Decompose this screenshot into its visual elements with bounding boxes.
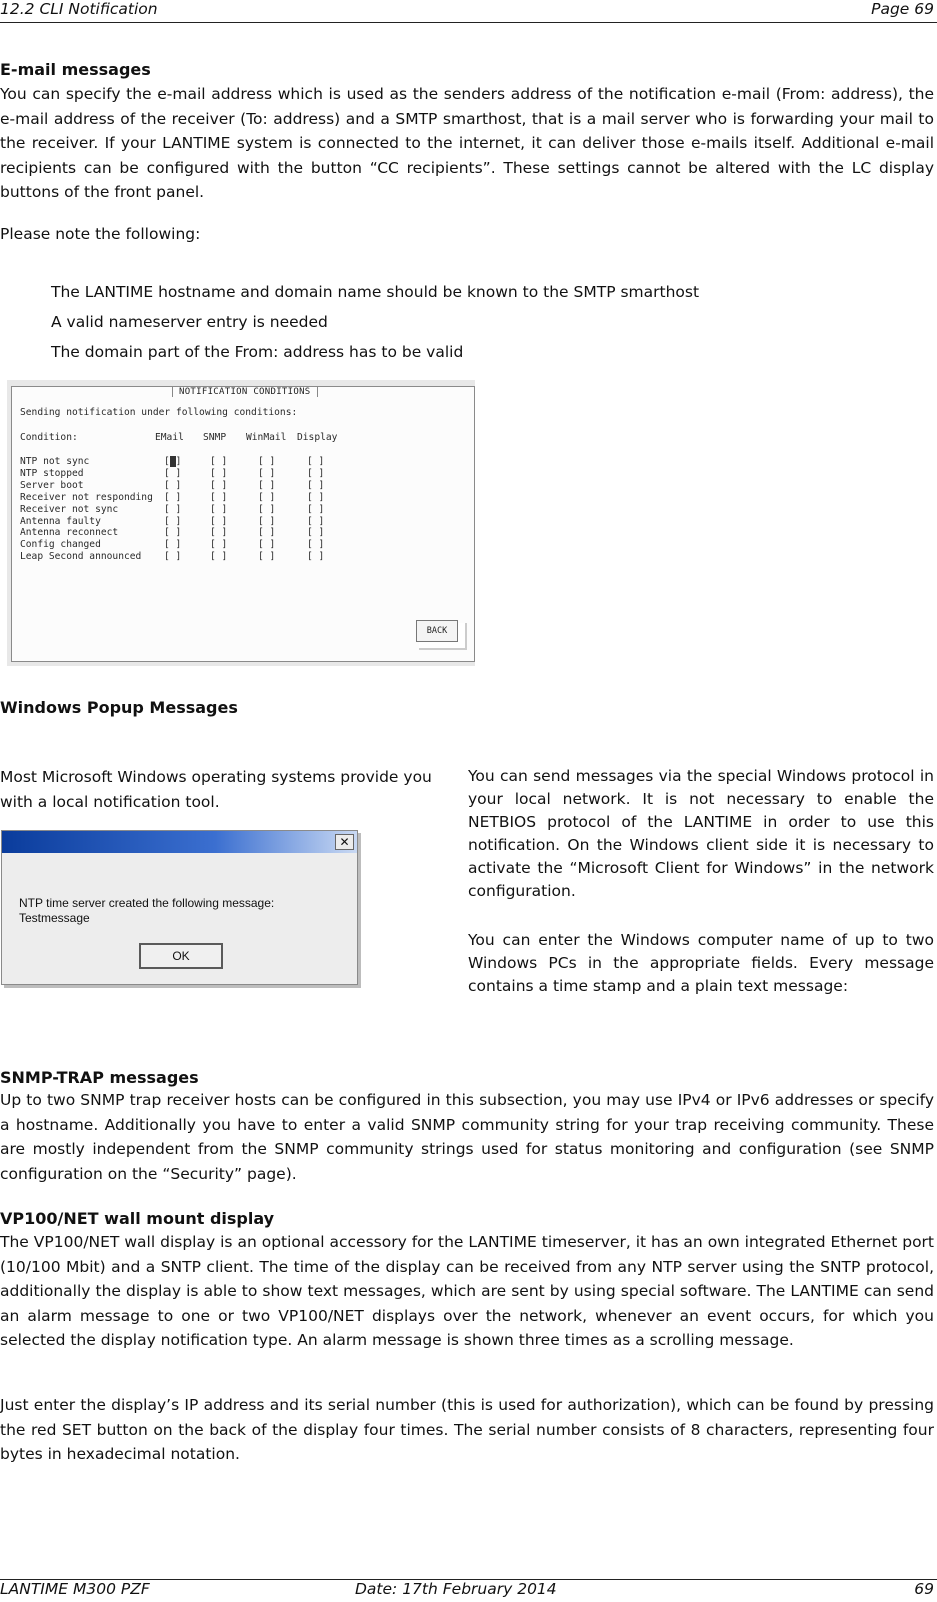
condition-checkbox[interactable]: [ ] (307, 479, 325, 491)
condition-checkbox[interactable]: [ ] (164, 551, 182, 563)
notification-conditions-screenshot (7, 380, 475, 666)
column-display: Display (297, 432, 338, 443)
windows-popup-dialog (1, 830, 358, 985)
condition-checkbox[interactable]: [ ] (307, 527, 325, 539)
ok-button[interactable]: OK (139, 943, 223, 969)
condition-checkbox[interactable]: [ ] (307, 539, 325, 551)
condition-checkbox[interactable]: [ ] (258, 539, 276, 551)
terminal-intro: Sending notification under following conditions: (20, 407, 298, 418)
condition-label: Receiver not responding (20, 491, 153, 503)
footer-product: LANTIME M300 PZF (0, 1580, 150, 1598)
condition-checkbox[interactable]: [ ] (210, 456, 228, 467)
email-paragraph: You can specify the e-mail address which is used as the senders address of the notification e-mail (From: address), the e-mail address of the receiver (To: address) and a SMTP smarthost, that is a mail server who is forwarding your mail to the receiver. If your LANTIME system is connected to the internet, it can deliver those e-mails itself. Additional e-mail recipients can be configured with the button “CC recipients”. These settings cannot be altered with the LC display buttons of the front panel. (0, 85, 934, 201)
condition-checkbox[interactable]: [ ] (164, 467, 182, 479)
condition-label: Antenna reconnect (20, 527, 119, 539)
condition-label: Config changed (20, 539, 101, 551)
condition-checkbox[interactable]: [ ] (258, 467, 276, 479)
footer-date: Date: 17th February 2014 (355, 1580, 557, 1598)
email-bullet: The domain part of the From: address has to be valid (51, 343, 464, 361)
condition-checkbox[interactable]: [ ] (164, 539, 182, 551)
winpopup-left-text: Most Microsoft Windows operating systems provide you with a local notification tool. (0, 768, 432, 811)
winpopup-heading: Windows Popup Messages (0, 698, 238, 717)
condition-checkbox[interactable]: [ ] (210, 491, 228, 503)
terminal-title: NOTIFICATION CONDITIONS (172, 387, 318, 397)
vp100-heading: VP100/NET wall mount display (0, 1209, 275, 1228)
terminal-frame (11, 386, 475, 662)
condition-label: Antenna faulty (20, 515, 101, 527)
condition-checkbox[interactable]: [ ] (210, 527, 228, 539)
email-bullet: A valid nameserver entry is needed (51, 313, 328, 331)
condition-checkbox[interactable]: [ ] (210, 503, 228, 515)
condition-label: Receiver not sync (20, 503, 119, 515)
condition-checkbox[interactable]: [ ] (210, 479, 228, 491)
condition-checkbox[interactable]: [ ] (258, 503, 276, 515)
header-page: Page 69 (871, 0, 934, 18)
condition-checkbox[interactable]: [ ] (258, 491, 276, 503)
condition-checkbox[interactable]: [ ] (210, 539, 228, 551)
close-icon[interactable]: ✕ (335, 834, 354, 850)
condition-checkbox[interactable]: [ ] (307, 456, 325, 467)
condition-label: NTP stopped (20, 467, 84, 479)
condition-checkbox[interactable]: [ ] (164, 527, 182, 539)
condition-checkbox[interactable]: [ ] (307, 551, 325, 563)
column-snmp: SNMP (203, 432, 227, 443)
winpopup-right-text-2: You can enter the Windows computer name of up to two Windows PCs in the appropriate fields. Every message contains a time stamp and a plain text message: (468, 931, 934, 995)
page-footer (0, 1579, 937, 1602)
condition-checkbox[interactable]: [ ] (307, 491, 325, 503)
footer-page: 69 (914, 1580, 934, 1598)
dialog-message-line: NTP time server created the following message: (19, 896, 275, 910)
condition-checkbox[interactable]: [ ] (164, 491, 182, 503)
condition-checkbox[interactable]: [ ] (164, 456, 182, 467)
column-winmail: WinMail (246, 432, 287, 443)
condition-checkbox[interactable]: [ ] (258, 551, 276, 563)
condition-checkbox[interactable]: [ ] (164, 515, 182, 527)
condition-label: Leap Second announced (20, 551, 142, 563)
condition-checkbox[interactable]: [ ] (307, 515, 325, 527)
dialog-titlebar (2, 831, 357, 853)
snmp-heading: SNMP-TRAP messages (0, 1068, 199, 1087)
dialog-message-line: Testmessage (19, 911, 90, 925)
condition-checkbox[interactable]: [ ] (210, 551, 228, 563)
vp100-paragraph-2: Just enter the display’s IP address and its serial number (this is used for authorization), which can be found by pressing the red SET button on the back of the display four times. The serial number consists of 8 characters, representing four bytes in hexadecimal notation. (0, 1396, 934, 1463)
condition-label: Server boot (20, 479, 84, 491)
condition-checkbox[interactable]: [ ] (258, 456, 276, 467)
back-button[interactable]: BACK (416, 620, 458, 642)
email-note: Please note the following: (0, 225, 201, 243)
header-section: 12.2 CLI Notification (0, 0, 158, 18)
email-bullet: The LANTIME hostname and domain name should be known to the SMTP smarthost (51, 283, 700, 301)
condition-checkbox[interactable]: [ ] (210, 515, 228, 527)
condition-checkbox[interactable]: [ ] (258, 479, 276, 491)
condition-checkbox[interactable]: [ ] (210, 467, 228, 479)
column-email: EMail (155, 432, 184, 443)
winpopup-right-text-1: You can send messages via the special Windows protocol in your local network. It is not necessary to enable the NETBIOS protocol of the LANTIME in order to use this notification. On the Windows client side it is necessary to activate the “Microsoft Client for Windows” in the network configuration. (468, 767, 934, 900)
email-heading: E-mail messages (0, 60, 151, 79)
condition-checkbox[interactable]: [ ] (164, 503, 182, 515)
condition-checkbox[interactable]: [ ] (307, 503, 325, 515)
snmp-paragraph: Up to two SNMP trap receiver hosts can be configured in this subsection, you may use IPv4 or IPv6 addresses or specify a hostname. Additionally you have to enter a valid SNMP community string for your trap receiving community. These are mostly independent from the SNMP community strings used for status monitoring and configuration (see SNMP configuration on the “Security” page). (0, 1091, 934, 1183)
page-header (0, 0, 937, 23)
vp100-paragraph-1: The VP100/NET wall display is an optional accessory for the LANTIME timeserver, it has an own integrated Ethernet port (10/100 Mbit) and a SNTP client. The time of the display can be received from any NTP server using the SNTP protocol, additionally the display is able to show text messages, which are sent by using special software. The LANTIME can send an alarm message to one or two VP100/NET displays over the network, whenever an event occurs, for which you selected the display notification type. An alarm message is shown three times as a scrolling message. (0, 1233, 934, 1349)
column-condition: Condition: (20, 432, 78, 443)
condition-checkbox[interactable]: [ ] (307, 467, 325, 479)
condition-checkbox[interactable]: [ ] (164, 479, 182, 491)
condition-checkbox[interactable]: [ ] (258, 527, 276, 539)
condition-checkbox[interactable]: [ ] (258, 515, 276, 527)
condition-label: NTP not sync (20, 456, 90, 467)
